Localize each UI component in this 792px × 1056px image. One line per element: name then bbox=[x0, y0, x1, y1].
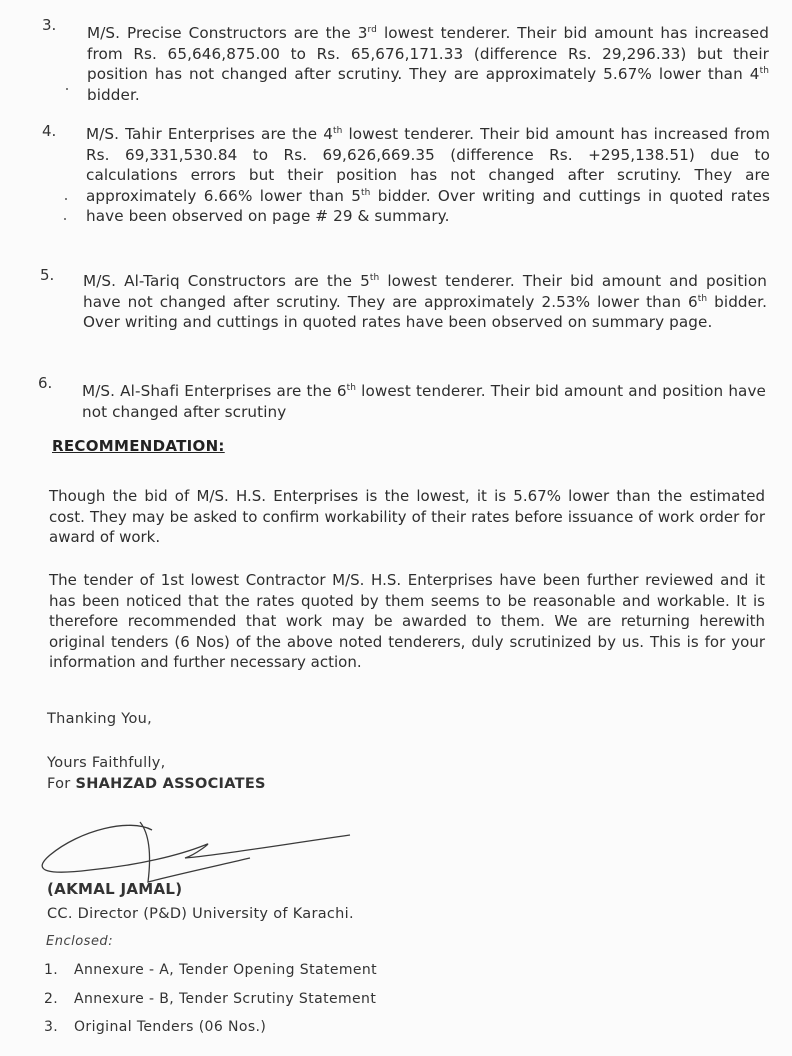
item-text: M/S. Al-Shafi Enterprises are the 6 bbox=[82, 382, 347, 400]
enclosure-text: Annexure - B, Tender Scrutiny Statement bbox=[74, 991, 377, 1007]
item-text: M/S. Precise Constructors are the 3 bbox=[87, 24, 368, 42]
scan-speck bbox=[66, 88, 68, 90]
item-text: M/S. Tahir Enterprises are the 4 bbox=[86, 125, 333, 143]
item-text: lowest tenderer. Their bid amount has increased from Rs. 65,646,875.00 to Rs. 65,676,171.33 (difference Rs. 29,296.33) but their position has not changed after scrutiny. They are approximately 5.67% lower than 4 bbox=[87, 24, 769, 83]
ordinal-suffix: th bbox=[369, 272, 380, 283]
signature-icon bbox=[20, 810, 360, 885]
ordinal-suffix: th bbox=[361, 187, 371, 198]
ordinal-suffix: rd bbox=[367, 24, 377, 35]
ordinal-suffix: th bbox=[697, 293, 708, 304]
item-text: bidder. bbox=[87, 85, 140, 104]
enclosure-text: Original Tenders (06 Nos.) bbox=[74, 1019, 267, 1035]
list-item-al-shafi-enterprises bbox=[82, 381, 766, 422]
yours-faithfully-text: Yours Faithfully, bbox=[47, 755, 166, 771]
enclosure-number: 1. bbox=[44, 962, 59, 978]
list-item-tahir-enterprises bbox=[86, 124, 770, 227]
enclosure-item bbox=[44, 962, 377, 978]
enclosure-item bbox=[44, 991, 376, 1007]
list-item-precise-constructors bbox=[87, 23, 769, 105]
item-text: bidder. Over writing and cuttings in quoted rates have been observed on page # 29 & summary. bbox=[86, 186, 770, 225]
ordinal-suffix: th bbox=[759, 65, 769, 76]
company-line bbox=[47, 776, 266, 792]
ordinal-suffix: th bbox=[346, 382, 357, 393]
company-name: SHAHZAD ASSOCIATES bbox=[75, 776, 266, 792]
item-text: lowest tenderer. Their bid amount and position have not changed after scrutiny bbox=[82, 382, 766, 421]
item-text: M/S. Al-Tariq Constructors are the 5 bbox=[83, 272, 370, 290]
signatory-name: (AKMAL JAMAL) bbox=[47, 880, 183, 898]
list-item-al-tariq-constructors bbox=[83, 271, 767, 333]
scan-speck bbox=[65, 198, 67, 200]
for-prefix: For bbox=[47, 776, 76, 792]
thanking-text: Thanking You, bbox=[47, 711, 153, 727]
cc-line: CC. Director (P&D) University of Karachi. bbox=[47, 906, 354, 922]
enclosure-number: 2. bbox=[44, 991, 59, 1007]
recommendation-paragraph-2: The tender of 1st lowest Contractor M/S. H.S. Enterprises have been further reviewed and it has been noticed that the rates quoted by them seems to be reasonable and workable. It is therefore recommended that work may be awarded to them. We are returning herewith original tenders (6 Nos) of the above noted tenderers, duly scrutinized by us. This is for your information and further necessary action. bbox=[49, 571, 765, 671]
ordinal-suffix: th bbox=[333, 125, 343, 136]
enclosure-text: Annexure - A, Tender Opening Statement bbox=[74, 962, 378, 978]
item-text: lowest tenderer. Their bid amount has increased from Rs. 69,331,530.84 to Rs. 69,626,669.35 (difference Rs. +295,138.51) due to calculations errors but their position has not changed after scrutiny. They are approximately 6.66% lower than 5 bbox=[86, 125, 770, 205]
item-number: 6. bbox=[38, 374, 53, 392]
enclosure-item bbox=[44, 1019, 266, 1035]
item-number: 3. bbox=[42, 16, 57, 34]
item-text: bidder. Over writing and cuttings in quoted rates have been observed on summary page. bbox=[83, 292, 767, 331]
scan-speck bbox=[64, 218, 66, 220]
enclosed-label: Enclosed: bbox=[46, 934, 114, 949]
item-number: 4. bbox=[42, 122, 57, 140]
recommendation-heading: RECOMMENDATION: bbox=[52, 437, 225, 455]
item-number: 5. bbox=[40, 266, 55, 284]
recommendation-paragraph-1: Though the bid of M/S. H.S. Enterprises is the lowest, it is 5.67% lower than the estimated cost. They may be asked to confirm workability of their rates before issuance of work order for award of work. bbox=[49, 487, 765, 546]
enclosure-number: 3. bbox=[44, 1019, 59, 1035]
item-text: lowest tenderer. Their bid amount and position have not changed after scrutiny. They are approximately 2.53% lower than 6 bbox=[83, 272, 767, 311]
